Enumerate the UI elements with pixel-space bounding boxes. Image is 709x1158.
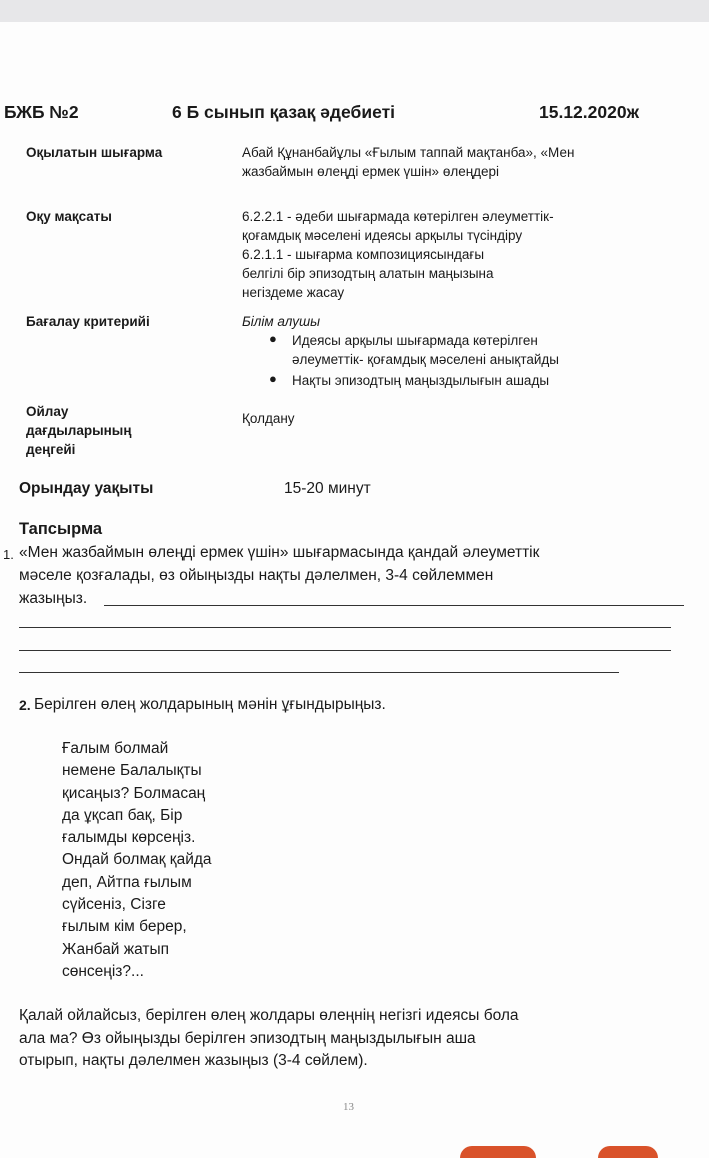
poem-line: деп, Айтпа ғылым bbox=[62, 873, 192, 891]
thinking-label-line-1: Ойлау bbox=[26, 404, 69, 419]
top-bar bbox=[0, 0, 709, 22]
goal-line-2: қоғамдық мәселені идеясы арқылы түсіндіру bbox=[242, 228, 523, 243]
answer-line[interactable] bbox=[104, 605, 684, 606]
poem-line: ғалымды көрсеңіз. bbox=[62, 829, 196, 847]
criteria-intro: Білім алушы bbox=[242, 314, 321, 329]
q2-number: 2. bbox=[19, 697, 31, 713]
poem-line: Жанбай жатып bbox=[62, 940, 170, 958]
task-heading: Тапсырма bbox=[19, 520, 103, 538]
q1-line-2: мәселе қозғалады, өз ойыңызды нақты дәлелмен, 3-4 сөйлеммен bbox=[19, 567, 494, 584]
work-line-2: жазбаймын өлеңді ермек үшін» өлеңдері bbox=[242, 164, 500, 179]
criteria-item-1-line-2: әлеуметтік- қоғамдық мәселені анықтайды bbox=[292, 352, 559, 367]
final-line-1: Қалай ойлайсыз, берілген өлең жолдары өлеңнің негізгі идеясы бола bbox=[19, 1007, 519, 1024]
poem-line: ғылым кім берер, bbox=[62, 918, 187, 936]
criteria-label: Бағалау критерийі bbox=[26, 314, 150, 329]
thinking-value: Қолдану bbox=[242, 411, 295, 426]
doc-subject: 6 Б сынып қазақ әдебиеті bbox=[172, 102, 396, 122]
q2-text: Берілген өлең жолдарының мәнін ұғындырыңыз. bbox=[34, 696, 386, 713]
poem-line: да ұқсап бақ, Бір bbox=[62, 806, 183, 824]
goal-line-1: 6.2.2.1 - әдеби шығармада көтерілген әлеуметтік- bbox=[242, 209, 554, 224]
time-label: Орындау уақыты bbox=[19, 480, 154, 497]
time-value: 15-20 минут bbox=[284, 480, 371, 497]
q1-line-1: «Мен жазбаймын өлеңді ермек үшін» шығармасында қандай әлеуметтік bbox=[19, 544, 540, 561]
doc-code: БЖБ №2 bbox=[4, 102, 79, 122]
bullet-icon: ● bbox=[269, 371, 277, 386]
q1-number: 1. bbox=[3, 547, 14, 562]
goal-line-5: негіздеме жасау bbox=[242, 285, 345, 300]
final-line-2: ала ма? Өз ойыңызды берілген эпизодтың маңыздылығын аша bbox=[19, 1030, 476, 1047]
goal-label: Оқу мақсаты bbox=[26, 209, 112, 224]
poem-line: қисаңыз? Болмасаң bbox=[62, 784, 206, 802]
work-label: Оқылатын шығарма bbox=[26, 145, 163, 160]
orange-circle-icon[interactable] bbox=[598, 1146, 658, 1158]
poem-block bbox=[62, 738, 262, 983]
thinking-label-line-2: дағдыларының bbox=[26, 423, 132, 438]
poem-line: сөнсеңіз?... bbox=[62, 962, 144, 980]
answer-line[interactable] bbox=[19, 672, 619, 673]
goal-line-3: 6.2.1.1 - шығарма композициясындағы bbox=[242, 247, 485, 262]
page-number: 13 bbox=[343, 1101, 354, 1113]
q1-line-3: жазыңыз. bbox=[19, 590, 88, 607]
poem-line: немене Балалықты bbox=[62, 762, 202, 780]
poem-line: Ондай болмақ қайда bbox=[62, 851, 212, 869]
work-line-1: Абай Құнанбайұлы «Ғылым таппай мақтанба», «Мен bbox=[242, 145, 575, 160]
answer-line[interactable] bbox=[19, 650, 671, 651]
criteria-item-1-line-1: Идеясы арқылы шығармада көтерілген bbox=[292, 333, 538, 348]
orange-circle-icon[interactable] bbox=[460, 1146, 536, 1158]
criteria-item-2: Нақты эпизодтың маңыздылығын ашады bbox=[292, 373, 550, 388]
goal-line-4: белгілі бір эпизодтың алатын маңызына bbox=[242, 266, 494, 281]
poem-line: Ғалым болмай bbox=[62, 740, 169, 757]
doc-date: 15.12.2020ж bbox=[539, 102, 639, 122]
answer-line[interactable] bbox=[19, 627, 671, 628]
poem-line: сүйсеніз, Сізге bbox=[62, 896, 166, 914]
thinking-label-line-3: деңгейі bbox=[26, 442, 76, 457]
bullet-icon: ● bbox=[269, 331, 277, 346]
final-line-3: отырып, нақты дәлелмен жазыңыз (3-4 сөйлем). bbox=[19, 1052, 368, 1069]
